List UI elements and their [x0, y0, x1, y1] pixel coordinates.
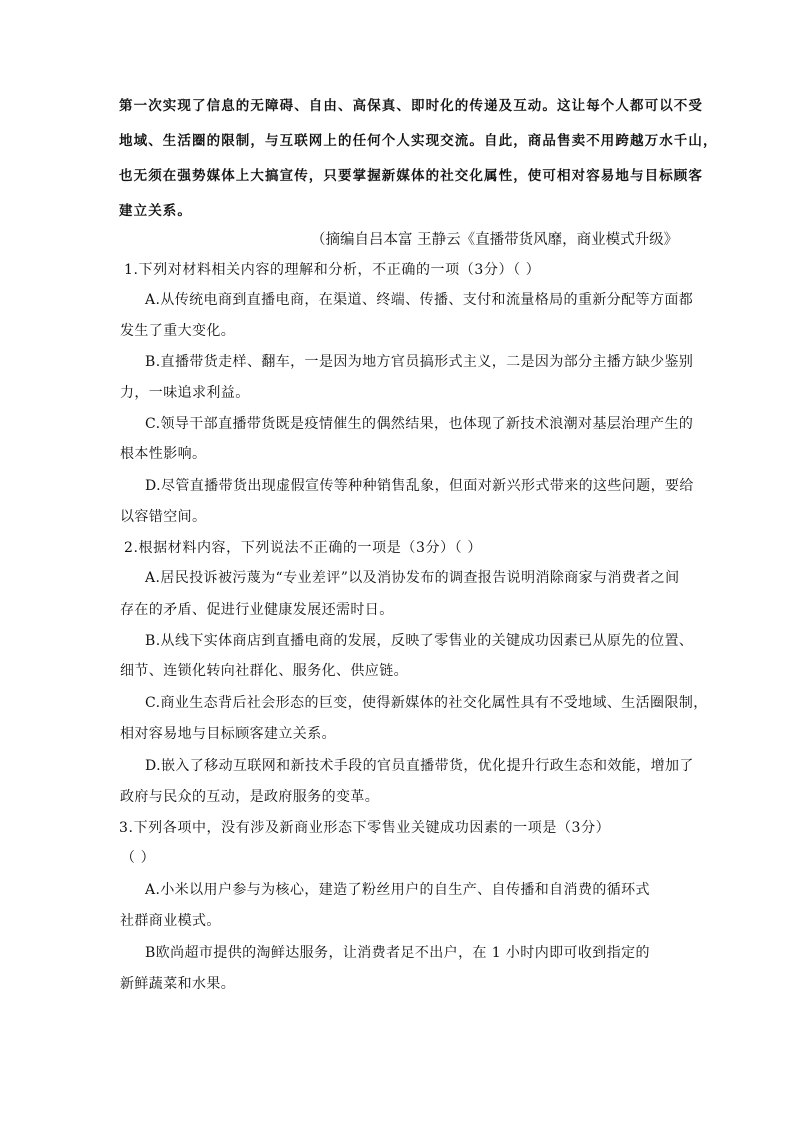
intro-line-4: 建立关系。 — [119, 203, 192, 219]
intro-line-2: 地域、生活圈的限制，与互联网上的任何个人实现交流。自此，商品售卖不用跨越万水千山， — [119, 133, 718, 149]
q2-option-c-line-2: 相对容易地与目标顾客建立关系。 — [120, 726, 336, 742]
q1-option-c-line-2: 根本性影响。 — [120, 446, 207, 462]
q1-option-d-line-2: 以容错空间。 — [120, 509, 207, 525]
question-2-stem: 2.根据材料内容，下列说法不正确的一项是（3分）（ ） — [124, 540, 482, 556]
q1-option-b-line-1: B.直播带货走样、翻车，一是因为地方官员搞形式主义，二是因为部分主播方缺少鉴别 — [145, 354, 694, 370]
source-citation: （摘编自吕本富 王静云《直播带货风靡，商业模式升级》 — [311, 232, 679, 248]
intro-line-1: 第一次实现了信息的无障碍、自由、高保真、即时化的传递及互动。这让每个人都可以不受 — [119, 98, 703, 114]
q2-option-a-line-1: A.居民投诉被污蔑为“专业差评”以及消协发布的调查报告说明消除商家与消费者之间 — [145, 570, 680, 586]
q2-option-b-line-2: 细节、连锁化转向社群化、服务化、供应链。 — [120, 663, 408, 679]
q1-option-b-line-2: 力，一味追求利益。 — [120, 385, 250, 401]
q2-option-b-line-1: B.从线下实体商店到直播电商的发展，反映了零售业的关键成功因素已从原先的位置、 — [145, 633, 694, 649]
question-3-stem: 3.下列各项中，没有涉及新商业形态下零售业关键成功因素的一项是（3分） — [119, 820, 611, 836]
q3-option-b-line-2: 新鲜蔬菜和水果。 — [120, 976, 236, 992]
q1-option-a-line-2: 发生了重大变化。 — [120, 323, 236, 339]
q3-option-a-line-2: 社群商业模式。 — [120, 913, 221, 929]
q1-option-c-line-1: C.领导干部直播带货既是疫情催生的偶然结果，也体现了新技术浪潮对基层治理产生的 — [145, 416, 694, 432]
q1-option-a-line-1: A.从传统电商到直播电商，在渠道、终端、传播、支付和流量格局的重新分配等方面都 — [145, 292, 694, 308]
question-3-answer-blank: （ ） — [121, 850, 156, 866]
q3-option-a-line-1: A.小米以用户参与为核心，建造了粉丝用户的自生产、自传播和自消费的循环式 — [145, 882, 650, 898]
intro-line-3: 也无须在强势媒体上大搞宣传，只要掌握新媒体的社交化属性，使可相对容易地与目标顾客 — [119, 168, 703, 184]
q2-option-d-line-1: D.嵌入了移动互联网和新技术手段的官员直播带货，优化提升行政生态和效能，增加了 — [145, 758, 694, 774]
q1-option-d-line-1: D.尽管直播带货出现虚假宣传等种种销售乱象，但面对新兴形式带来的这些问题，要给 — [145, 478, 694, 494]
q3-option-b-line-1: B欧尚超市提供的淘鲜达服务，让消费者足不出户，在 1 小时内即可收到指定的 — [145, 945, 650, 961]
q2-option-d-line-2: 政府与民众的互动，是政府服务的变革。 — [120, 789, 380, 805]
q2-option-a-line-2: 存在的矛盾、促进行业健康发展还需时日。 — [120, 602, 394, 618]
question-1-stem: 1.下列对材料相关内容的理解和分析，不正确的一项（3分）（ ） — [124, 262, 541, 278]
q2-option-c-line-1: C.商业生态背后社会形态的巨变，使得新媒体的社交化属性具有不受地域、生活圈限制， — [145, 695, 708, 711]
